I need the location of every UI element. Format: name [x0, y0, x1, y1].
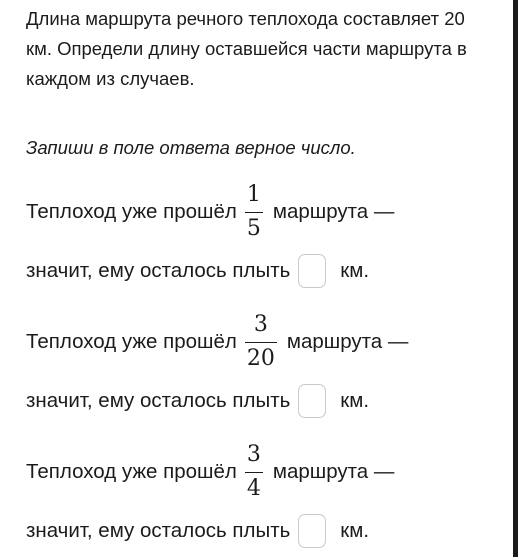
task-2-answer-input[interactable] [298, 384, 326, 418]
task-3-fraction [245, 441, 263, 502]
problem-statement: Длина маршрута речного теплохода составляет 20 км. Определи длину оставшейся части маршрута в каждом из случаев. [26, 8, 467, 89]
task-1-line2-text: значит, ему осталось плыть [26, 259, 291, 282]
fraction-bar [245, 342, 277, 344]
task-3-numerator: 3 [246, 441, 261, 467]
task-3-answer-input[interactable] [298, 514, 326, 548]
fraction-bar [245, 472, 263, 474]
task-2-prefix: Теплоход уже прошёл [26, 330, 237, 353]
window-edge [513, 0, 518, 557]
task-1-answer-input[interactable] [298, 254, 326, 288]
fraction-bar [245, 212, 263, 214]
task-2-line2-text: значит, ему осталось плыть [26, 389, 291, 412]
task-2-fraction [245, 311, 277, 372]
task-3-prefix: Теплоход уже прошёл [26, 460, 237, 483]
task-1-prefix: Теплоход уже прошёл [26, 200, 237, 223]
task-2-numerator: 3 [253, 311, 268, 337]
task-1-unit: км. [340, 259, 370, 282]
task-2-suffix: маршрута — [286, 330, 409, 353]
task-3-denominator: 4 [246, 476, 261, 502]
task-3-suffix: маршрута — [272, 460, 395, 483]
task-2-unit: км. [340, 389, 370, 412]
instruction-text: Запиши в поле ответа верное число. [26, 137, 356, 158]
task-2-denominator: 20 [246, 346, 275, 372]
task-1-fraction [245, 181, 263, 242]
task-3-unit: км. [340, 519, 370, 542]
task-1-suffix: маршрута — [272, 200, 395, 223]
task-1-denominator: 5 [246, 216, 261, 242]
task-3-line2-text: значит, ему осталось плыть [26, 519, 291, 542]
task-1-numerator: 1 [246, 181, 261, 207]
